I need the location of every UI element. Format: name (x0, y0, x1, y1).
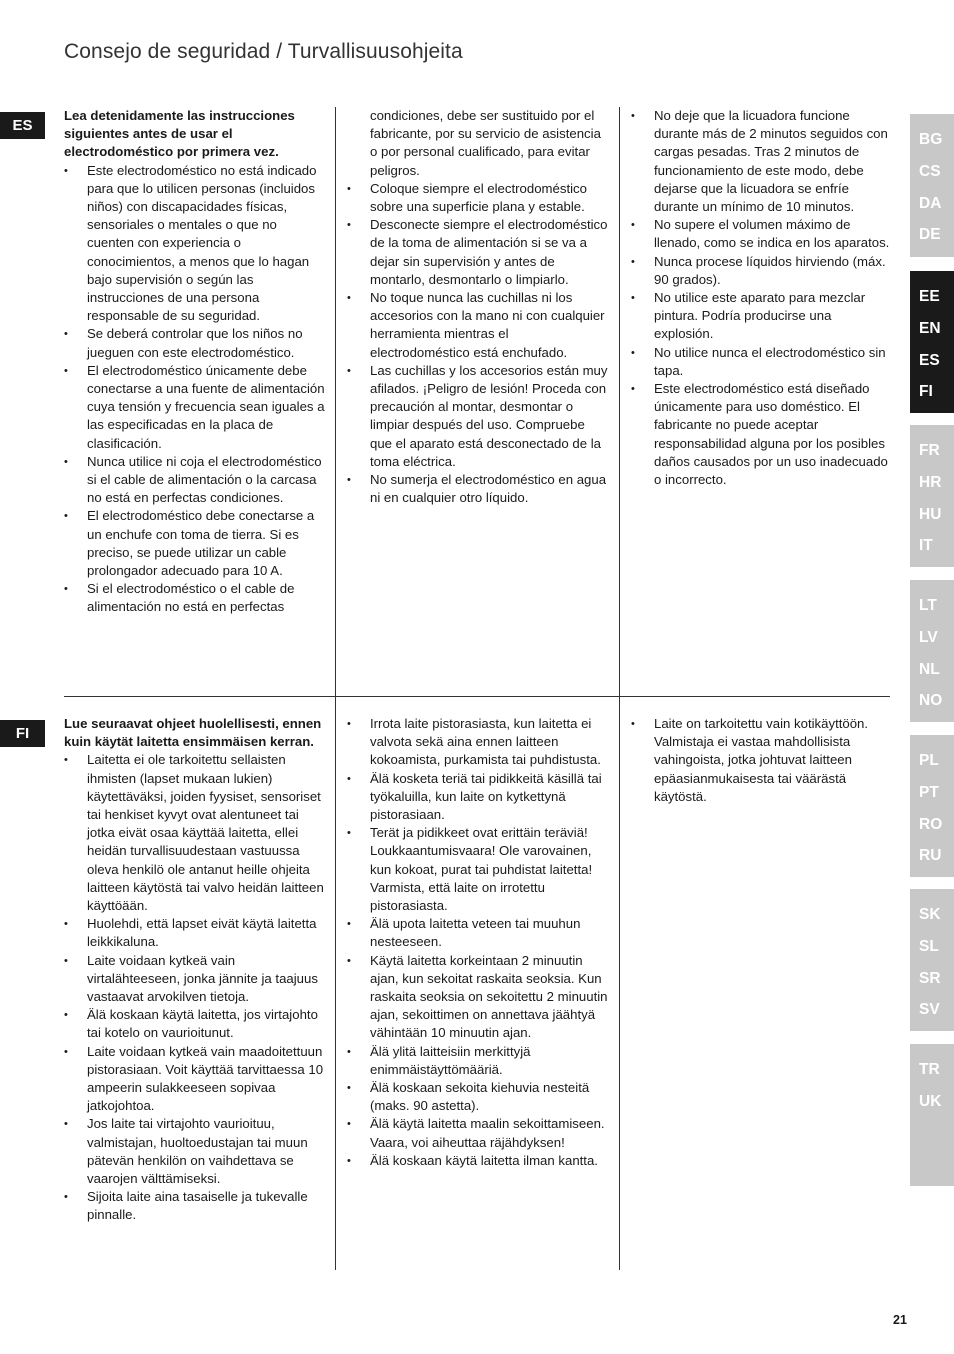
language-index-item[interactable]: NL (919, 660, 940, 678)
language-index-item[interactable]: SL (919, 937, 939, 955)
page-number: 21 (893, 1313, 907, 1327)
language-index-item[interactable]: RU (919, 847, 942, 865)
list-item: • Irrota laite pistorasiasta, kun laitetta ei valvota sekä aina ennen laitteen kokoamista, purkamista tai puhdistusta. (347, 715, 609, 770)
list-item: • Este electrodoméstico está diseñado únicamente para uso doméstico. El fabricante no puede aceptar responsabilidad alguna por los posibles daños causados por un uso inadecuado o incorrecto. (631, 380, 893, 489)
fi-column-2 (347, 715, 609, 1170)
list-item: • Este electrodoméstico no está indicado para que lo utilicen personas (incluidos niños) con discapacidades físicas, sensoriales o mentales o que no cuenten con experiencia o conocimientos, a menos que lo hagan bajo supervisión o según las instrucciones de una persona responsable de su seguridad. (64, 162, 326, 326)
list-item: • Se deberá controlar que los niños no jueguen con este electrodoméstico. (64, 325, 326, 361)
list-item: • Desconecte siempre el electrodoméstico de la toma de alimentación si se va a dejar sin supervisión y antes de montarlo, desmontarlo o limpiarlo. (347, 216, 609, 289)
list-item: • Sijoita laite aina tasaiselle ja tukevalle pinnalle. (64, 1188, 326, 1224)
language-index-item[interactable]: FI (919, 383, 933, 401)
language-index-item[interactable]: IT (919, 537, 933, 555)
es-col2-continuation: condiciones, debe ser sustituido por el fabricante, por su servicio de asistencia o por personal cualificado, para evitar peligros. (370, 108, 601, 178)
language-index-group-5 (910, 735, 954, 877)
language-index-item[interactable]: LT (919, 597, 937, 614)
language-index-item[interactable]: DA (919, 194, 942, 212)
list-item: • Jos laite tai virtajohto vaurioituu, valmistajan, huoltoedustajan tai muun pätevän henkilön on vaihdettava se vaarojen välttämiseksi. (64, 1115, 326, 1188)
language-index-item[interactable]: PL (919, 752, 939, 769)
language-index-group-6 (910, 889, 954, 1031)
list-item: • Laite voidaan kytkeä vain virtalähteeseen, jonka jännite ja taajuus vastaavat arvokilven tietoja. (64, 952, 326, 1007)
es-column-2 (347, 107, 609, 507)
fi-col1-list (64, 751, 326, 1224)
list-item: • Älä ylitä laitteisiin merkittyjä enimmäistäyttömääriä. (347, 1043, 609, 1079)
language-tag-fi: FI (0, 720, 45, 747)
language-index-item[interactable]: BG (919, 131, 943, 148)
language-index-item[interactable]: EN (919, 319, 941, 337)
list-item: • No sumerja el electrodoméstico en agua ni en cualquier otro líquido. (347, 471, 609, 507)
list-item: • Coloque siempre el electrodoméstico sobre una superficie plana y estable. (347, 180, 609, 216)
column-divider (619, 697, 620, 1270)
list-item: • No deje que la licuadora funcione durante más de 2 minutos seguidos con cargas pesadas. Tras 2 minutos de funcionamiento de este modo, debe dejarse que la licuadora se enfríe durante un mínimo de 10 minutos. (631, 107, 893, 216)
fi-col2-list (347, 715, 609, 1170)
list-item: • Älä koskaan käytä laitetta, jos virtajohto tai kotelo on vaurioitunut. (64, 1006, 326, 1042)
list-item: • Las cuchillas y los accesorios están muy afilados. ¡Peligro de lesión! Proceda con precaución al montar, desmontar o limpiar después del uso. Compruebe que el aparato está desconectado de la toma eléctrica. (347, 362, 609, 471)
language-index-item[interactable]: PT (919, 783, 939, 801)
list-item: • El electrodoméstico únicamente debe conectarse a una fuente de alimentación cuya tensión y frecuencia sean iguales a las especificadas en la placa de clasificación. (64, 362, 326, 453)
language-index-item[interactable]: SR (919, 969, 941, 987)
language-index-group-2 (910, 271, 954, 413)
language-index-group-4 (910, 580, 954, 722)
es-col1-list (64, 162, 326, 617)
language-index-item[interactable]: TR (919, 1061, 940, 1078)
list-item: • Si el electrodoméstico o el cable de alimentación no está en perfectas (64, 580, 326, 616)
language-tag-es: ES (0, 112, 45, 139)
language-index-item[interactable]: HU (919, 505, 942, 523)
fi-column-3 (631, 715, 893, 806)
language-index-item[interactable]: SK (919, 906, 941, 923)
list-item: • No toque nunca las cuchillas ni los accesorios con la mano ni con cualquier herramienta mientras el electrodoméstico está enchufado. (347, 289, 609, 362)
list-item: • Älä käytä laitetta maalin sekoittamiseen. Vaara, voi aiheuttaa räjähdyksen! (347, 1115, 609, 1151)
es-column-3 (631, 107, 893, 489)
language-index-item[interactable]: ES (919, 351, 940, 369)
language-index-item[interactable]: EE (919, 288, 940, 305)
list-item: • Älä upota laitetta veteen tai muuhun nesteeseen. (347, 915, 609, 951)
language-index-item[interactable]: HR (919, 473, 942, 491)
list-item: • Älä koskaan käytä laitetta ilman kantta. (347, 1152, 609, 1170)
language-index-item[interactable]: RO (919, 815, 943, 833)
list-item: • Laitetta ei ole tarkoitettu sellaisten ihmisten (lapset mukaan lukien) käytettäväksi, joiden fyysiset, sensoriset tai henkiset kyvyt ovat alentuneet tai jotka eivät osaa käyttää laitetta, ellei heidän turvallisuudestaan vastuussa oleva henkilö ole antanut heille ohjeita laitteen käytöstä tai valvo heidän laitteen käyttöään. (64, 751, 326, 915)
list-item: • Nunca utilice ni coja el electrodoméstico si el cable de alimentación o la carcasa no está en perfectas condiciones. (64, 453, 326, 508)
column-divider (335, 107, 336, 696)
list-item: • Huolehdi, että lapset eivät käytä laitetta leikkikaluna. (64, 915, 326, 951)
list-item: • Terät ja pidikkeet ovat erittäin teräviä! Loukkaantumisvaara! Ole varovainen, kun kokoat, purat tai puhdistat laitetta! Varmista, että laite on irrotettu pistorasiasta. (347, 824, 609, 915)
fi-col3-list (631, 715, 893, 806)
list-item: • No utilice nunca el electrodoméstico sin tapa. (631, 344, 893, 380)
list-item: • Älä koskaan sekoita kiehuvia nesteitä (maks. 90 astetta). (347, 1079, 609, 1115)
language-index-item[interactable]: DE (919, 226, 941, 244)
list-item: • Käytä laitetta korkeintaan 2 minuutin ajan, kun sekoitat raskaita seoksia. Kun raskaita seoksia on sekoitettu 2 minuutin ajan, sekoittimen on annettava jäähtyä vähintään 10 minuutin ajan. (347, 952, 609, 1043)
language-index-group-3 (910, 425, 954, 567)
language-index-group-1 (910, 114, 954, 257)
section-divider (64, 696, 890, 697)
column-divider (619, 107, 620, 696)
fi-column-1 (64, 715, 326, 1225)
es-intro: Lea detenidamente las instrucciones siguientes antes de usar el electrodoméstico por primera vez. (64, 108, 295, 160)
list-item: • No utilice este aparato para mezclar pintura. Podría producirse una explosión. (631, 289, 893, 344)
language-index-group-7 (910, 1044, 954, 1186)
column-divider (335, 697, 336, 1270)
fi-intro: Lue seuraavat ohjeet huolellisesti, ennen kuin käytät laitetta ensimmäisen kerran. (64, 716, 322, 750)
language-index-item[interactable]: UK (919, 1092, 942, 1110)
es-col3-list (631, 107, 893, 489)
language-index-item[interactable]: NO (919, 692, 943, 710)
language-index-item[interactable]: SV (919, 1001, 940, 1019)
es-col2-list (347, 180, 609, 508)
language-index-item[interactable]: CS (919, 162, 941, 180)
list-item: • El electrodoméstico debe conectarse a un enchufe con toma de tierra. Si es preciso, se puede utilizar un cable prolongador adecuado para 10 A. (64, 507, 326, 580)
list-item: • No supere el volumen máximo de llenado, como se indica en los aparatos. (631, 216, 893, 252)
language-index-item[interactable]: FR (919, 442, 940, 459)
language-index-item[interactable]: LV (919, 628, 938, 646)
es-column-1 (64, 107, 326, 617)
list-item: • Laite on tarkoitettu vain kotikäyttöön. Valmistaja ei vastaa mahdollisista vahingoista, jotka johtuvat laitteen epäasianmukaisesta tai väärästä käytöstä. (631, 715, 893, 806)
list-item: • Laite voidaan kytkeä vain maadoitettuun pistorasiaan. Voit käyttää tarvittaessa 10 ampeerin sulakkeeseen sopivaa jatkojohtoa. (64, 1043, 326, 1116)
list-item: • Nunca procese líquidos hirviendo (máx. 90 grados). (631, 253, 893, 289)
list-item: • Älä kosketa teriä tai pidikkeitä käsillä tai työkaluilla, kun laite on kytkettynä pistorasiaan. (347, 770, 609, 825)
page-title: Consejo de seguridad / Turvallisuusohjeita (64, 40, 463, 63)
